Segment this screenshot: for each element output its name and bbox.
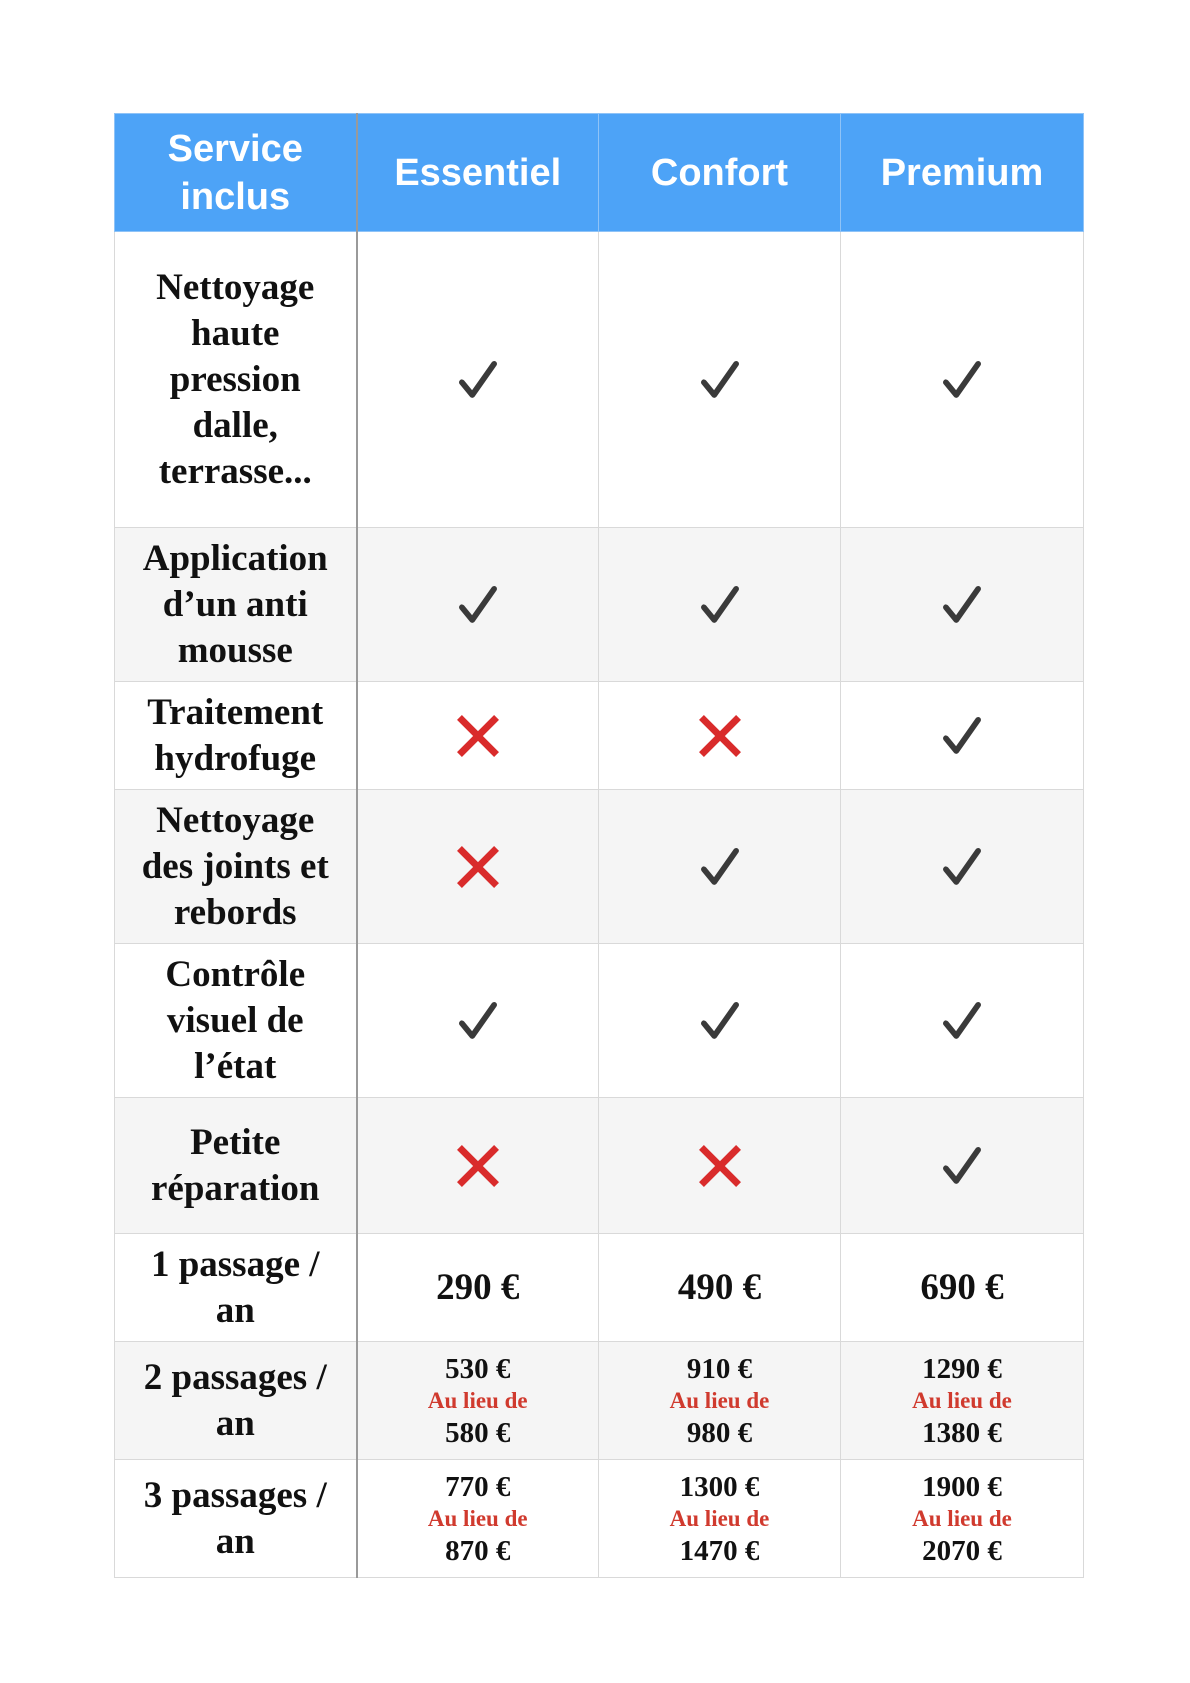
service-label-text: Contrôle visuel de l’état — [165, 953, 306, 1087]
mark-cell — [357, 790, 599, 944]
mark-cell — [599, 790, 841, 944]
service-row — [115, 682, 1084, 790]
service-label-text: Nettoyage haute pression dalle, terrasse... — [156, 266, 315, 492]
price-cell — [841, 1234, 1084, 1342]
header-service-label: Service inclus — [167, 127, 303, 218]
cross-icon — [455, 713, 501, 759]
price-cell — [357, 1460, 599, 1578]
check-icon — [939, 1143, 985, 1189]
service-label — [115, 1098, 357, 1234]
service-label — [115, 232, 357, 528]
price: 290 € — [436, 1267, 520, 1308]
original-price: 580 € — [445, 1416, 511, 1449]
price-cell — [357, 1342, 599, 1460]
header-row — [115, 114, 1084, 232]
service-row — [115, 790, 1084, 944]
service-row — [115, 1098, 1084, 1234]
check-icon — [939, 998, 985, 1044]
price-cell — [841, 1342, 1084, 1460]
mark-cell — [841, 232, 1084, 528]
mark-cell — [599, 944, 841, 1098]
mark-cell — [841, 790, 1084, 944]
discounted-price: 1290 € — [922, 1352, 1002, 1385]
price: 490 € — [677, 1267, 762, 1308]
au-lieu-de-note: Au lieu de — [669, 1505, 770, 1531]
check-icon — [697, 998, 743, 1044]
original-price: 980 € — [686, 1416, 753, 1449]
service-row — [115, 528, 1084, 682]
cross-icon — [697, 713, 743, 759]
au-lieu-de-note: Au lieu de — [912, 1387, 1012, 1413]
cross-icon — [455, 1143, 501, 1189]
mark-cell — [357, 944, 599, 1098]
check-icon — [939, 357, 985, 403]
original-price: 1470 € — [679, 1534, 760, 1567]
au-lieu-de-note: Au lieu de — [912, 1505, 1012, 1531]
service-label-text: Traitement hydrofuge — [147, 691, 324, 779]
header-essentiel: Essentiel — [357, 114, 599, 232]
price-label-text: 1 passage / an — [150, 1243, 320, 1331]
mark-cell — [841, 528, 1084, 682]
price-cell — [599, 1234, 841, 1342]
check-icon — [697, 582, 743, 628]
service-row — [115, 232, 1084, 528]
mark-cell — [599, 1098, 841, 1234]
service-row — [115, 944, 1084, 1098]
original-price: 2070 € — [922, 1534, 1002, 1567]
mark-cell — [841, 944, 1084, 1098]
discounted-price: 770 € — [445, 1470, 511, 1503]
price-label — [115, 1234, 357, 1342]
mark-cell — [599, 682, 841, 790]
original-price: 1380 € — [922, 1416, 1002, 1449]
price-row-2 — [115, 1342, 1084, 1460]
check-icon — [939, 844, 985, 890]
au-lieu-de-note: Au lieu de — [427, 1387, 528, 1413]
mark-cell — [599, 528, 841, 682]
au-lieu-de-note: Au lieu de — [669, 1387, 770, 1413]
service-label-text: Nettoyage des joints et rebords — [141, 799, 329, 933]
price-cell — [599, 1460, 841, 1578]
cross-icon — [697, 1143, 743, 1189]
mark-cell — [841, 682, 1084, 790]
mark-cell — [357, 528, 599, 682]
au-lieu-de-note: Au lieu de — [427, 1505, 528, 1531]
service-label — [115, 944, 357, 1098]
price-label — [115, 1460, 357, 1578]
mark-cell — [841, 1098, 1084, 1234]
header-service — [115, 114, 357, 232]
mark-cell — [357, 232, 599, 528]
service-label — [115, 790, 357, 944]
check-icon — [939, 713, 985, 759]
mark-cell — [357, 1098, 599, 1234]
price-label-text: 3 passages / an — [143, 1474, 327, 1562]
cross-icon — [455, 844, 501, 890]
check-icon — [697, 844, 743, 890]
check-icon — [455, 998, 501, 1044]
discounted-price: 910 € — [686, 1352, 753, 1385]
discounted-price: 1900 € — [922, 1470, 1002, 1503]
check-icon — [939, 582, 985, 628]
price-label — [115, 1342, 357, 1460]
service-label-text: Petite réparation — [150, 1121, 320, 1209]
discounted-price: 530 € — [445, 1352, 511, 1385]
mark-cell — [357, 682, 599, 790]
price-row-3 — [115, 1460, 1084, 1578]
discounted-price: 1300 € — [679, 1470, 760, 1503]
service-label — [115, 682, 357, 790]
pricing-table — [114, 113, 1084, 1578]
original-price: 870 € — [445, 1534, 511, 1567]
price: 690 € — [920, 1267, 1004, 1308]
check-icon — [455, 582, 501, 628]
header-confort: Confort — [599, 114, 841, 232]
mark-cell — [599, 232, 841, 528]
check-icon — [455, 357, 501, 403]
header-premium: Premium — [841, 114, 1084, 232]
price-label-text: 2 passages / an — [143, 1356, 327, 1444]
price-cell — [841, 1460, 1084, 1578]
price-cell — [357, 1234, 599, 1342]
price-row-1 — [115, 1234, 1084, 1342]
check-icon — [697, 357, 743, 403]
service-label — [115, 528, 357, 682]
service-label-text: Application d’un anti mousse — [142, 537, 328, 671]
price-cell — [599, 1342, 841, 1460]
